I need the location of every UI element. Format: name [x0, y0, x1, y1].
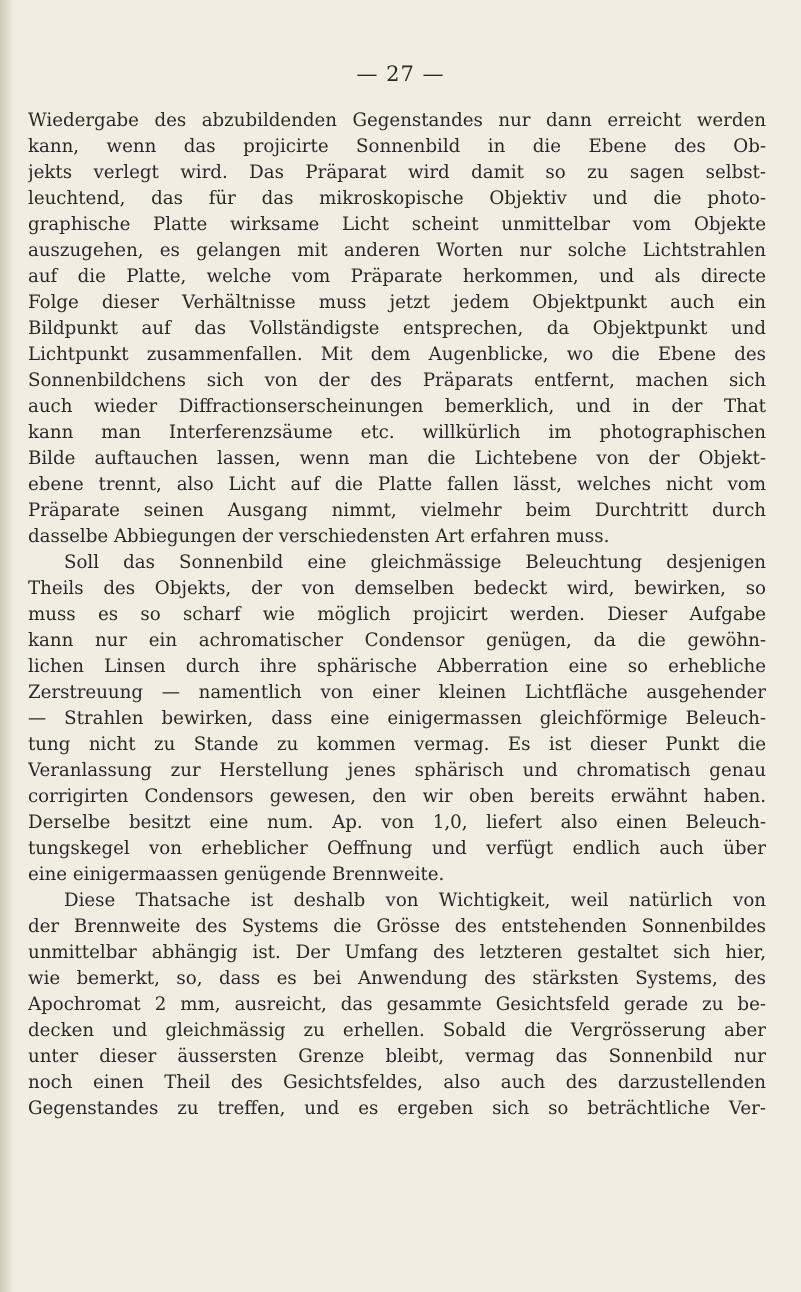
text-line: auch wieder Diffractionserscheinungen bemerklich, und in der That [28, 396, 766, 417]
text-line: kann man Interferenzsäume etc. willkürlich im photographischen [28, 422, 766, 443]
text-line: Folge dieser Verhältnisse muss jetzt jedem Objektpunkt auch ein [28, 292, 766, 313]
text-line: unmittelbar abhängig ist. Der Umfang des letzteren gestaltet sich hier, [28, 942, 766, 963]
text-line: leuchtend, das für das mikroskopische Objektiv und die photo- [28, 188, 766, 209]
text-line: muss es so scharf wie möglich projicirt werden. Dieser Aufgabe [28, 604, 766, 625]
text-line: auszugehen, es gelangen mit anderen Worten nur solche Lichtstrahlen [28, 240, 766, 261]
text-line: Sonnenbildchens sich von der des Präparats entfernt, machen sich [28, 370, 766, 391]
text-line: Gegenstandes zu treffen, und es ergeben sich so beträchtliche Ver- [28, 1098, 766, 1119]
text-line: Diese Thatsache ist deshalb von Wichtigkeit, weil natürlich von [64, 890, 766, 911]
text-line: Derselbe besitzt eine num. Ap. von 1,0, liefert also einen Beleuch- [28, 812, 766, 833]
text-line: Soll das Sonnenbild eine gleichmässige Beleuchtung desjenigen [64, 552, 766, 573]
text-line: kann nur ein achromatischer Condensor genügen, da die gewöhn- [28, 630, 766, 651]
text-line: Apochromat 2 mm, ausreicht, das gesammte Gesichtsfeld gerade zu be- [28, 994, 766, 1015]
text-line: wie bemerkt, so, dass es bei Anwendung des stärksten Systems, des [28, 968, 766, 989]
text-line: dasselbe Abbiegungen der verschiedensten Art erfahren muss. [28, 526, 610, 547]
text-line: lichen Linsen durch ihre sphärische Abberration eine so erhebliche [28, 656, 766, 677]
text-line: Lichtpunkt zusammenfallen. Mit dem Augenblicke, wo die Ebene des [28, 344, 766, 365]
text-line: unter dieser äussersten Grenze bleibt, vermag das Sonnenbild nur [28, 1046, 766, 1067]
text-line: eine einigermaassen genügende Brennweite. [28, 864, 445, 885]
text-line: — Strahlen bewirken, dass eine einigermassen gleichförmige Beleuch- [28, 708, 766, 729]
text-line: Präparate seinen Ausgang nimmt, vielmehr beim Durchtritt durch [28, 500, 766, 521]
text-line: corrigirten Condensors gewesen, den wir oben bereits erwähnt haben. [28, 786, 766, 807]
text-line: der Brennweite des Systems die Grösse des entstehenden Sonnenbildes [28, 916, 766, 937]
text-line: Wiedergabe des abzubildenden Gegenstandes nur dann erreicht werden [28, 110, 766, 131]
page-edge-shadow [0, 0, 14, 1292]
text-line: tung nicht zu Stande zu kommen vermag. Es ist dieser Punkt die [28, 734, 766, 755]
text-line: graphische Platte wirksame Licht scheint unmittelbar vom Objekte [28, 214, 766, 235]
page-number: — 27 — [356, 62, 445, 86]
text-line: ebene trennt, also Licht auf die Platte fallen lässt, welches nicht vom [28, 474, 766, 495]
text-line: decken und gleichmässig zu erhellen. Sobald die Vergrösserung aber [28, 1020, 766, 1041]
text-line: jekts verlegt wird. Das Präparat wird damit so zu sagen selbst- [28, 162, 766, 183]
text-line: kann, wenn das projicirte Sonnenbild in die Ebene des Ob- [28, 136, 766, 157]
body-text [28, 108, 766, 1122]
text-line: Veranlassung zur Herstellung jenes sphärisch und chromatisch genau [28, 760, 766, 781]
text-line: Theils des Objekts, der von demselben bedeckt wird, bewirken, so [28, 578, 766, 599]
text-line: tungskegel von erheblicher Oeffnung und verfügt endlich auch über [28, 838, 766, 859]
text-line: Bildpunkt auf das Vollständigste entsprechen, da Objektpunkt und [28, 318, 766, 339]
text-line: auf die Platte, welche vom Präparate herkommen, und als directe [28, 266, 766, 287]
text-line: noch einen Theil des Gesichtsfeldes, also auch des darzustellenden [28, 1072, 766, 1093]
text-line: Bilde auftauchen lassen, wenn man die Lichtebene von der Objekt- [28, 448, 766, 469]
text-line: Zerstreuung — namentlich von einer kleinen Lichtfläche ausgehender [28, 682, 766, 703]
